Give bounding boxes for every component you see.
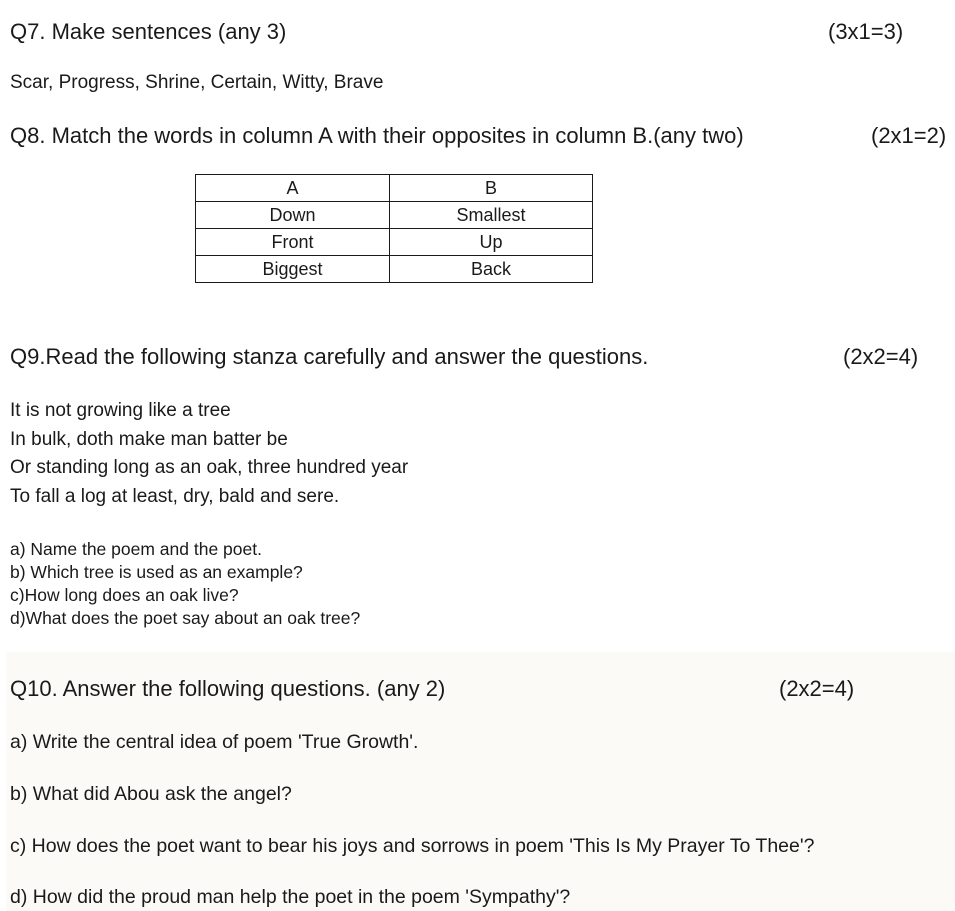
list-item: b) What did Abou ask the angel? <box>10 783 292 805</box>
column-a-header: A <box>196 175 390 202</box>
column-b-cell: Up <box>390 229 593 256</box>
list-item: c) How does the poet want to bear his joys and sorrows in poem 'This Is My Prayer To Thee'? <box>10 835 815 857</box>
column-a-cell: Front <box>196 229 390 256</box>
poem-stanza <box>10 397 408 511</box>
list-item: d) How did the proud man help the poet in the poem 'Sympathy'? <box>10 886 571 908</box>
stanza-line: Or standing long as an oak, three hundred year <box>10 457 409 478</box>
list-item: a) Name the poem and the poet. <box>10 539 262 559</box>
table-row <box>196 229 593 256</box>
q8-marks: (2x1=2) <box>871 123 947 148</box>
q10-marks: (2x2=4) <box>779 676 855 701</box>
q10-title: Q10. Answer the following questions. (any 2) <box>10 676 446 701</box>
q9-question-list <box>10 538 360 630</box>
stanza-line: To fall a log at least, dry, bald and sere. <box>10 485 340 507</box>
stanza-line: It is not growing like a tree <box>10 400 231 421</box>
q9-marks: (2x2=4) <box>843 344 919 369</box>
q9-title: Q9.Read the following stanza carefully and answer the questions. <box>10 344 649 369</box>
match-table-header-row <box>196 175 593 202</box>
q7-word-list: Scar, Progress, Shrine, Certain, Witty, Brave <box>10 72 384 93</box>
list-item: d)What does the poet say about an oak tree? <box>10 608 361 628</box>
list-item: c)How long does an oak live? <box>10 585 239 605</box>
column-a-cell: Down <box>196 202 390 229</box>
q7-marks: (3x1=3) <box>828 19 904 44</box>
q7-title: Q7. Make sentences (any 3) <box>10 19 287 44</box>
stanza-line: In bulk, doth make man batter be <box>10 428 288 450</box>
list-item: a) Write the central idea of poem 'True Growth'. <box>10 731 419 753</box>
table-row <box>196 202 593 229</box>
table-row <box>196 256 593 283</box>
column-b-header: B <box>390 175 593 202</box>
column-b-cell: Smallest <box>390 202 593 229</box>
column-b-cell: Back <box>390 256 593 283</box>
list-item: b) Which tree is used as an example? <box>10 562 303 582</box>
column-a-cell: Biggest <box>196 256 390 283</box>
q8-title: Q8. Match the words in column A with their opposites in column B.(any two) <box>10 123 744 148</box>
match-table <box>195 174 593 283</box>
